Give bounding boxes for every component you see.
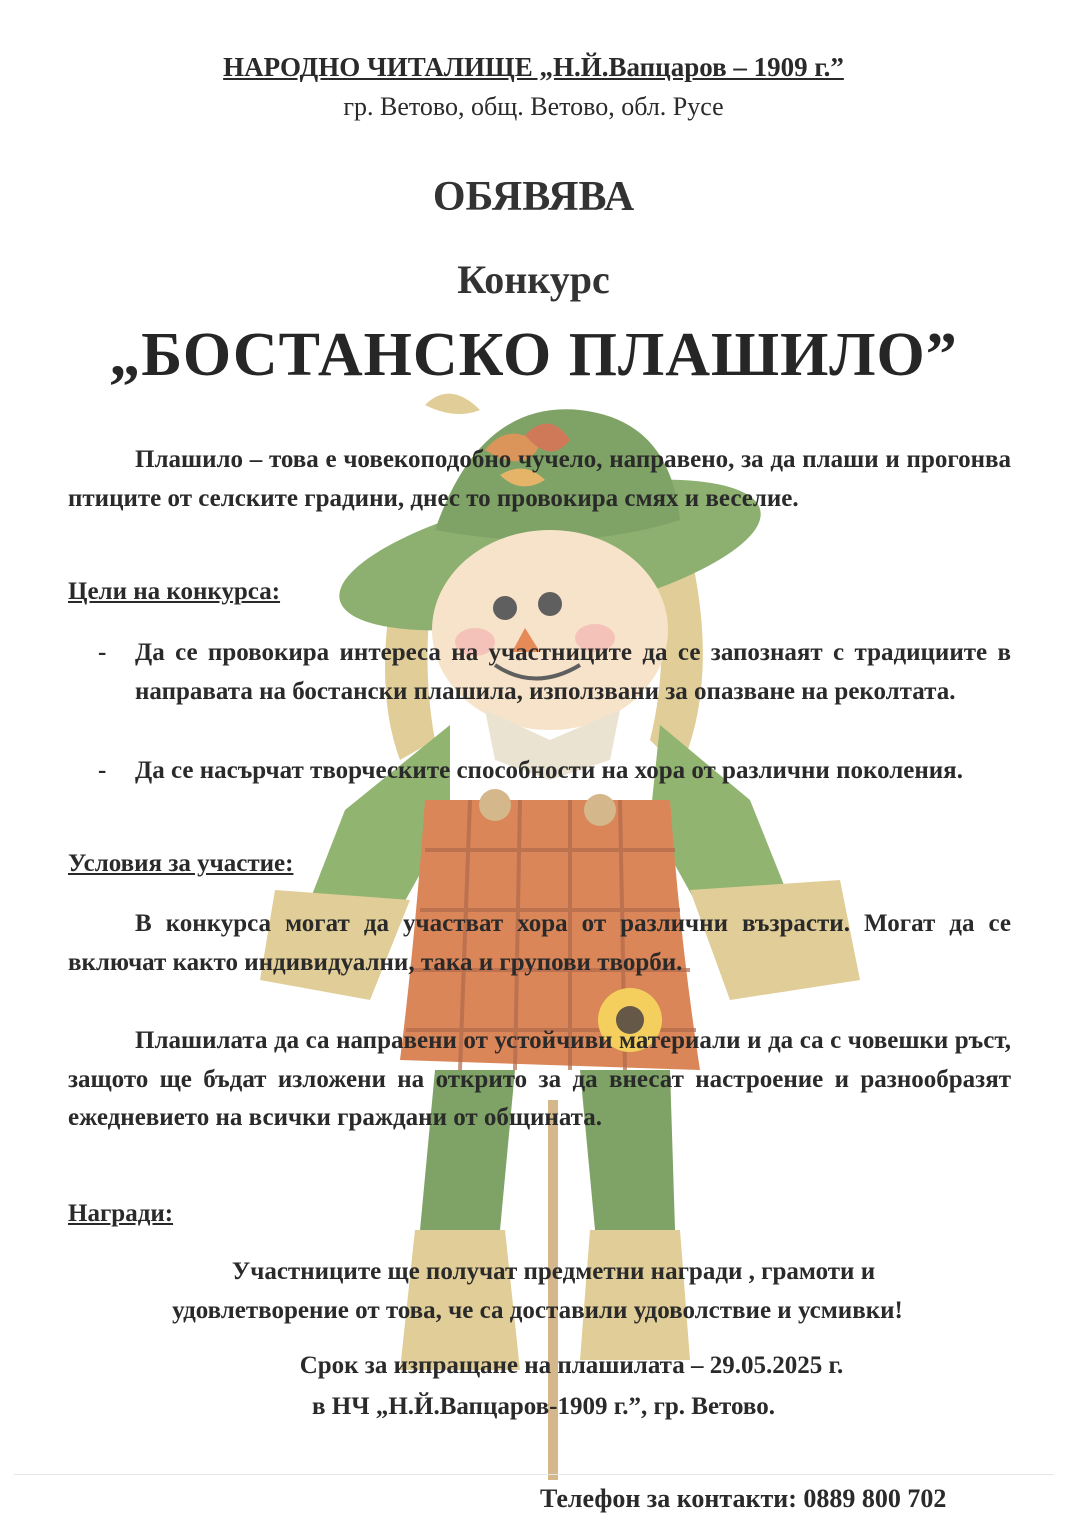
deadline-line-2: в НЧ „Н.Й.Вапцаров-1909 г.”, гр. Ветово.: [312, 1393, 775, 1420]
bullet-dash: -: [98, 639, 107, 666]
intro-paragraph: Плашило – това е човекоподобно чучело, направено, за да плаши и прогонва птиците от селските градини, днес то провокира смях и веселие.: [68, 446, 1011, 512]
contact-phone: Телефон за контакти: 0889 800 702: [540, 1484, 947, 1513]
awards-heading: Награди:: [68, 1200, 174, 1227]
announce-heading: ОБЯВЯВА: [432, 174, 635, 220]
awards-line-2: удовлетворение от това, че са доставили удоволствие и усмивки!: [172, 1297, 903, 1324]
conditions-paragraph-2: Плашилата да са направени от устойчиви материали и да са с човешки ръст, защото ще бъдат изложени на открито за да внесат настроение и разнообразят ежедневието на всички граждани от общината.: [68, 1027, 1011, 1131]
goal-item: [98, 634, 1011, 711]
footer-divider: [14, 1474, 1054, 1475]
conditions-heading: Условия за участие:: [68, 850, 294, 877]
goals-heading: Цели на конкурса:: [68, 578, 281, 605]
organization-title: НАРОДНО ЧИТАЛИЩЕ „Н.Й.Вапцаров – 1909 г.”: [223, 52, 844, 82]
contest-label: Конкурс: [457, 257, 610, 302]
contest-name: „БОСТАНСКО ПЛАШИЛО”: [109, 321, 958, 389]
deadline-line-1: Срок за изпращане на плашилата – 29.05.2025 г.: [299, 1352, 844, 1379]
bullet-dash: -: [98, 757, 107, 784]
organization-address: гр. Ветово, общ. Ветово, обл. Русе: [343, 92, 724, 121]
awards-line-1: Участниците ще получат предметни награди , грамоти и: [231, 1258, 876, 1285]
goal-item: [98, 752, 1011, 791]
goal-item-text: Да се насърчат творческите способности на хора от различни поколения.: [135, 757, 963, 784]
goal-item-text: Да се провокира интереса на участниците да се запознаят с традициите в направата на бостански плашила, използвани за опазване на реколтата.: [135, 639, 1011, 705]
conditions-paragraph-1: В конкурса могат да участват хора от различни възрасти. Могат да се включат както индивидуални, така и групови творби.: [68, 910, 1011, 976]
